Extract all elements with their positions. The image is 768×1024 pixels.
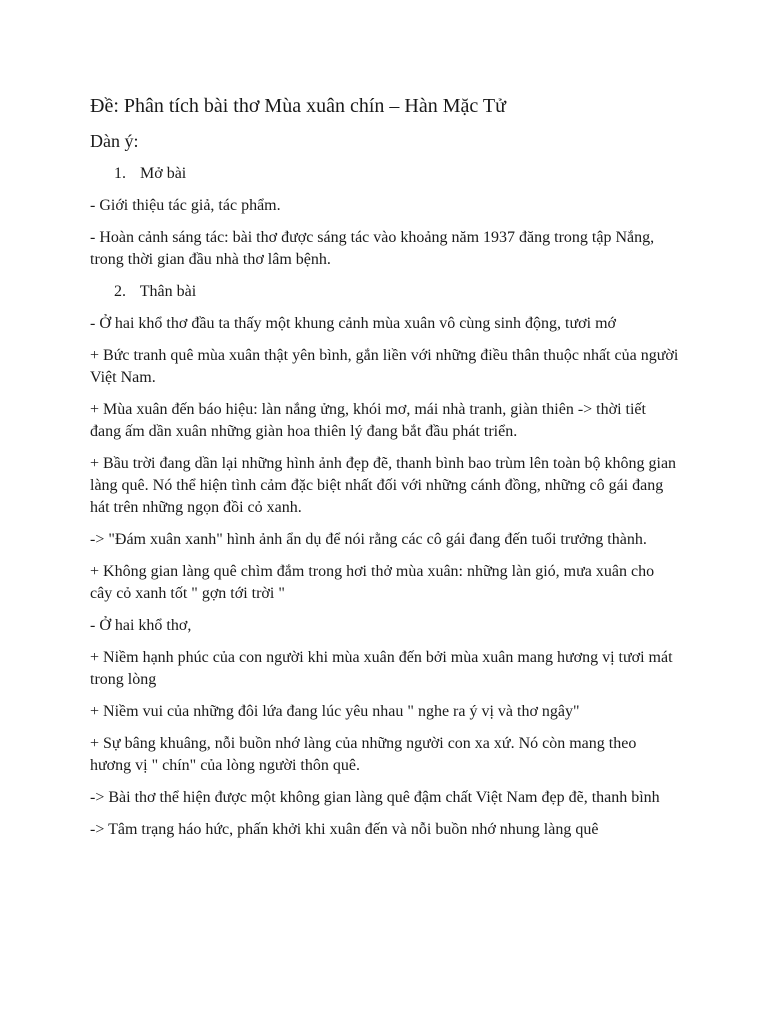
intro-paragraph: - Hoàn cảnh sáng tác: bài thơ được sáng tác vào khoảng năm 1937 đăng trong tập Nắng, trong thời gian đầu nhà thơ lâm bệnh. — [90, 229, 655, 268]
body-paragraph: + Bầu trời đang dần lại những hình ảnh đẹp đẽ, thanh bình bao trùm lên toàn bộ không gian làng quê. Nó thể hiện tình cảm đặc biệt nhất đối với những cánh đồng, những cô gái đang hát trên những ngọn đồi cỏ xanh. — [90, 455, 677, 516]
body-paragraph: -> "Đám xuân xanh" hình ảnh ẩn dụ để nói rằng các cô gái đang đến tuổi trưởng thành. — [90, 531, 647, 548]
section-number: 2. — [114, 283, 126, 300]
body-paragraph: + Không gian làng quê chìm đắm trong hơi thở mùa xuân: những làn gió, mưa xuân cho cây cỏ xanh tốt " gợn tới trời " — [90, 563, 655, 602]
body-paragraph: + Sự bâng khuâng, nỗi buồn nhớ làng của những người con xa xứ. Nó còn mang theo hương vị " chín" của lòng người thôn quê. — [90, 735, 637, 774]
section-heading-intro — [90, 163, 680, 185]
body-paragraph: + Niềm hạnh phúc của con người khi mùa xuân đến bởi mùa xuân mang hương vị tươi mát trong lòng — [90, 649, 673, 688]
body-paragraph: - Ở hai khổ thơ đầu ta thấy một khung cảnh mùa xuân vô cùng sinh động, tươi mớ — [90, 315, 616, 332]
body-paragraph: + Bức tranh quê mùa xuân thật yên bình, gắn liền với những điều thân thuộc nhất của người Việt Nam. — [90, 347, 679, 386]
body-paragraph: - Ở hai khổ thơ, — [90, 617, 192, 634]
document-title: Đề: Phân tích bài thơ Mùa xuân chín – Hàn Mặc Tử — [90, 95, 506, 117]
section-heading-body — [90, 281, 680, 303]
document-page — [90, 93, 680, 851]
section-heading-text: Mở bài — [140, 165, 187, 182]
section-number: 1. — [114, 165, 126, 182]
section-heading-text: Thân bài — [139, 283, 197, 300]
body-paragraph: + Mùa xuân đến báo hiệu: làn nắng ửng, khói mơ, mái nhà tranh, giàn thiên -> thời tiết đang ấm dần xuân những giàn hoa thiên lý đang bắt đầu phát triển. — [90, 401, 646, 440]
body-paragraph: -> Bài thơ thể hiện được một không gian làng quê đậm chất Việt Nam đẹp đẽ, thanh bình — [90, 789, 660, 806]
intro-paragraph: - Giới thiệu tác giả, tác phẩm. — [90, 197, 281, 214]
body-paragraph: -> Tâm trạng háo hức, phấn khởi khi xuân đến và nỗi buồn nhớ nhung làng quê — [90, 821, 599, 838]
body-paragraph: + Niềm vui của những đôi lứa đang lúc yêu nhau " nghe ra ý vị và thơ ngây" — [90, 703, 580, 720]
outline-label: Dàn ý: — [90, 131, 139, 151]
